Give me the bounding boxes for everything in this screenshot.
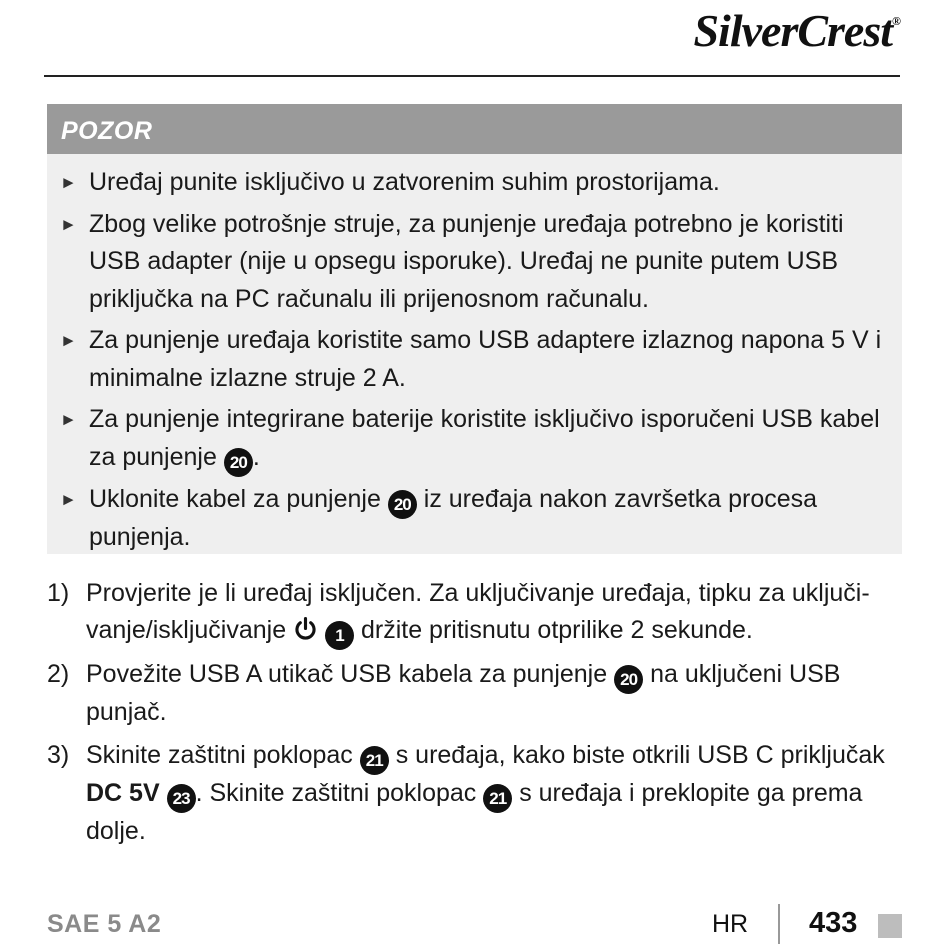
step-number: 3) (47, 741, 70, 769)
warning-item: ► Uklonite kabel za punjenje 20 iz uređaja nakon završetka procesa punjenja. (47, 481, 888, 557)
warning-item: ► Zbog velike potrošnje struje, za punjenje uređaja potrebno je koristiti USB adapter (nije u opsegu isporuke). Uređaj ne punite putem USB priključka na PC računalu ili prijenosnom računalu. (47, 206, 888, 319)
warning-item: ► Za punjenje uređaja koristite samo USB adaptere izlaznog napona 5 V i minimalne izlazne struje 2 A. (47, 322, 888, 397)
bullet-arrow-icon: ► (60, 489, 77, 509)
ref-badge: 23 (167, 784, 196, 813)
page-number: 433 (809, 907, 858, 939)
brand-logo: SilverCrest® (693, 5, 900, 56)
ref-badge: 20 (614, 665, 643, 694)
footer-language: HR (712, 910, 749, 938)
step-item: 1) Provjerite je li uređaj isključen. Za uključivanje uređaja, tipku za uključivanje/isključivanje 1 držite pritisnutu otprilike 2 sekunde. (47, 575, 907, 650)
bullet-arrow-icon: ► (60, 214, 77, 234)
step-item: 2) Povežite USB A utikač USB kabela za punjenje 20 na uključeni USB punjač. (47, 656, 907, 731)
ref-badge: 20 (388, 490, 417, 519)
footer-model: SAE 5 A2 (47, 910, 162, 938)
header-rule (44, 75, 900, 77)
warning-list (47, 154, 902, 556)
ref-badge: 21 (483, 784, 512, 813)
warning-item: ► Za punjenje integrirane baterije koristite isključivo isporučeni USB kabel za punjenje 20 . (47, 401, 888, 477)
footer-separator (778, 904, 780, 944)
footer-square-icon (878, 914, 902, 938)
power-icon (293, 617, 318, 642)
bullet-arrow-icon: ► (60, 173, 77, 192)
step-number: 2) (47, 660, 70, 688)
warning-item: ► Uređaj punite isključivo u zatvorenim suhim prostorijama. (47, 164, 888, 202)
ref-badge: 1 (325, 621, 354, 650)
step-number: 1) (47, 579, 70, 607)
step-item: 3) Skinite zaštitni poklopac 21 s uređaja, kako biste otkrili USB C priključak DC 5V 23 . Skinite zaštitni poklopac 21 s uređaja i preklopite ga prema dolje. (47, 737, 907, 850)
steps-list (47, 575, 907, 856)
ref-badge: 21 (360, 746, 389, 775)
ref-badge: 20 (224, 448, 253, 477)
warning-box (47, 104, 902, 554)
bullet-arrow-icon: ► (60, 331, 77, 350)
dc-label: DC 5V (86, 779, 160, 807)
warning-title: POZOR (47, 104, 902, 154)
bullet-arrow-icon: ► (60, 410, 77, 429)
